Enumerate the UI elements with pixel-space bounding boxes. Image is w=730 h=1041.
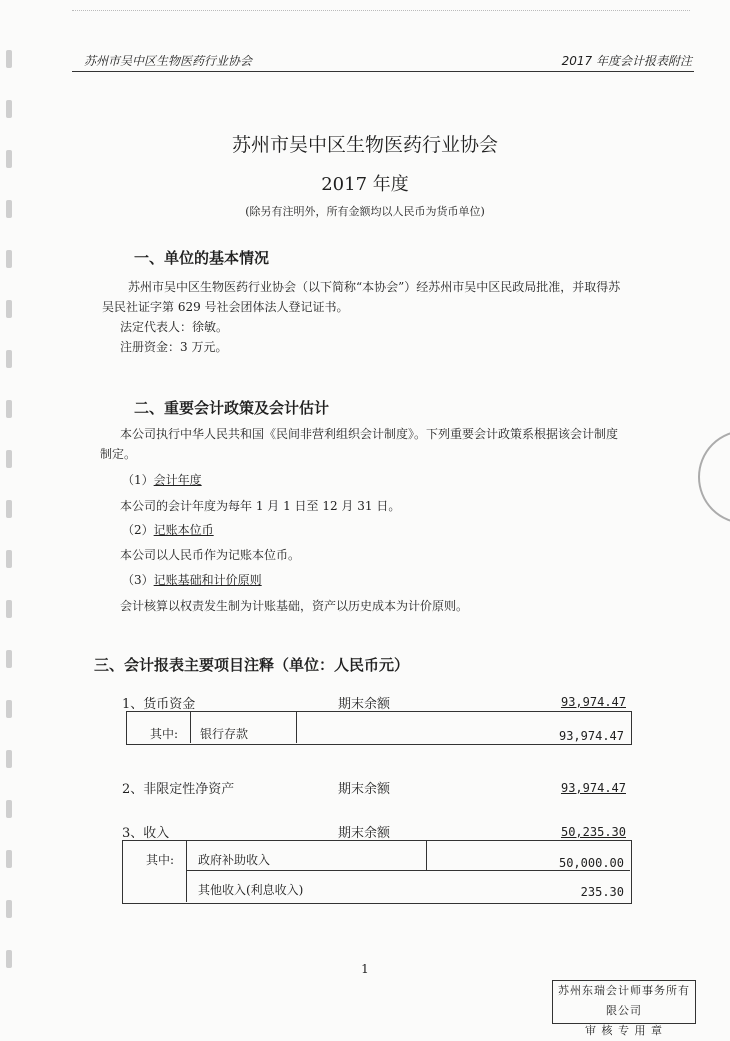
registered-capital: 注册资金：3 万元。: [120, 340, 228, 354]
item2-label: 2、非限定性净资产: [122, 782, 235, 797]
item3-col: 期末余额: [338, 826, 391, 841]
stamp-firm: 苏州东瑞会计师事务所有限公司: [558, 984, 690, 1017]
stamp-purpose: 审 核 专 用 章: [585, 1024, 663, 1037]
policy-currency: （2）记账本位币: [122, 523, 214, 537]
section3-heading: 三、会计报表主要项目注释（单位：人民币元）: [94, 656, 410, 674]
item3-sub1-amount: 50,000.00: [558, 856, 624, 870]
item3-sub-label: 其中:: [146, 853, 175, 867]
policy-fiscal-year: （1）会计年度: [122, 473, 202, 487]
section1-para: 苏州市吴中区生物医药行业协会（以下简称“本协会”）经苏州市吴中区民政局批准，并取得苏: [128, 280, 621, 294]
audit-stamp: [552, 980, 696, 1037]
doc-year: 2017 年度: [321, 174, 409, 195]
section2-intro-cont: 制定。: [100, 447, 137, 461]
partial-seal-stamp: [698, 430, 730, 524]
header-org: 苏州市吴中区生物医药行业协会: [84, 54, 253, 68]
page-header: [84, 52, 692, 69]
header-rule: [72, 71, 694, 72]
item3-sub2-name: 其他收入(利息收入): [198, 883, 304, 897]
header-report: 2017 年度会计报表附注: [561, 54, 692, 68]
doc-currency-note: (除另有注明外，所有金额均以人民币为货币单位): [245, 205, 485, 218]
item3-amount: 50,235.30: [560, 825, 626, 839]
section1-para-cont: 吴民社证字第 629 号社会团体法人登记证书。: [102, 300, 349, 314]
item1-col: 期末余额: [338, 697, 391, 712]
section1-heading: 一、单位的基本情况: [134, 249, 270, 267]
section2-heading: 二、重要会计政策及会计估计: [134, 399, 330, 417]
item1-sub-amount: 93,974.47: [558, 729, 624, 743]
item1-label: 1、货币资金: [122, 697, 196, 712]
section2-intro: 本公司执行中华人民共和国《民间非营利组织会计制度》。下列重要会计政策系根据该会计制度: [120, 427, 619, 441]
item1-sub-name: 银行存款: [200, 727, 249, 741]
item3-label: 3、收入: [122, 826, 170, 841]
doc-title: 苏州市吴中区生物医药行业协会: [231, 134, 498, 156]
item1-amount: 93,974.47: [560, 695, 626, 709]
item1-sub-label: 其中:: [150, 727, 179, 741]
item2-amount: 93,974.47: [560, 781, 626, 795]
item3-sub2-amount: 235.30: [580, 885, 624, 899]
policy-currency-text: 本公司以人民币作为记账本位币。: [120, 548, 301, 562]
policy-fiscal-year-text: 本公司的会计年度为每年 1 月 1 日至 12 月 31 日。: [120, 499, 401, 513]
policy-basis-text: 会计核算以权责发生制为计账基础，资产以历史成本为计价原则。: [120, 599, 469, 613]
item2-col: 期末余额: [338, 782, 391, 797]
policy-basis: （3）记账基础和计价原则: [122, 573, 262, 587]
top-dotted-line: [72, 10, 690, 11]
page-number: 1: [361, 962, 369, 976]
legal-rep: 法定代表人：徐敏。: [120, 320, 229, 334]
item3-sub1-name: 政府补助收入: [198, 853, 271, 867]
